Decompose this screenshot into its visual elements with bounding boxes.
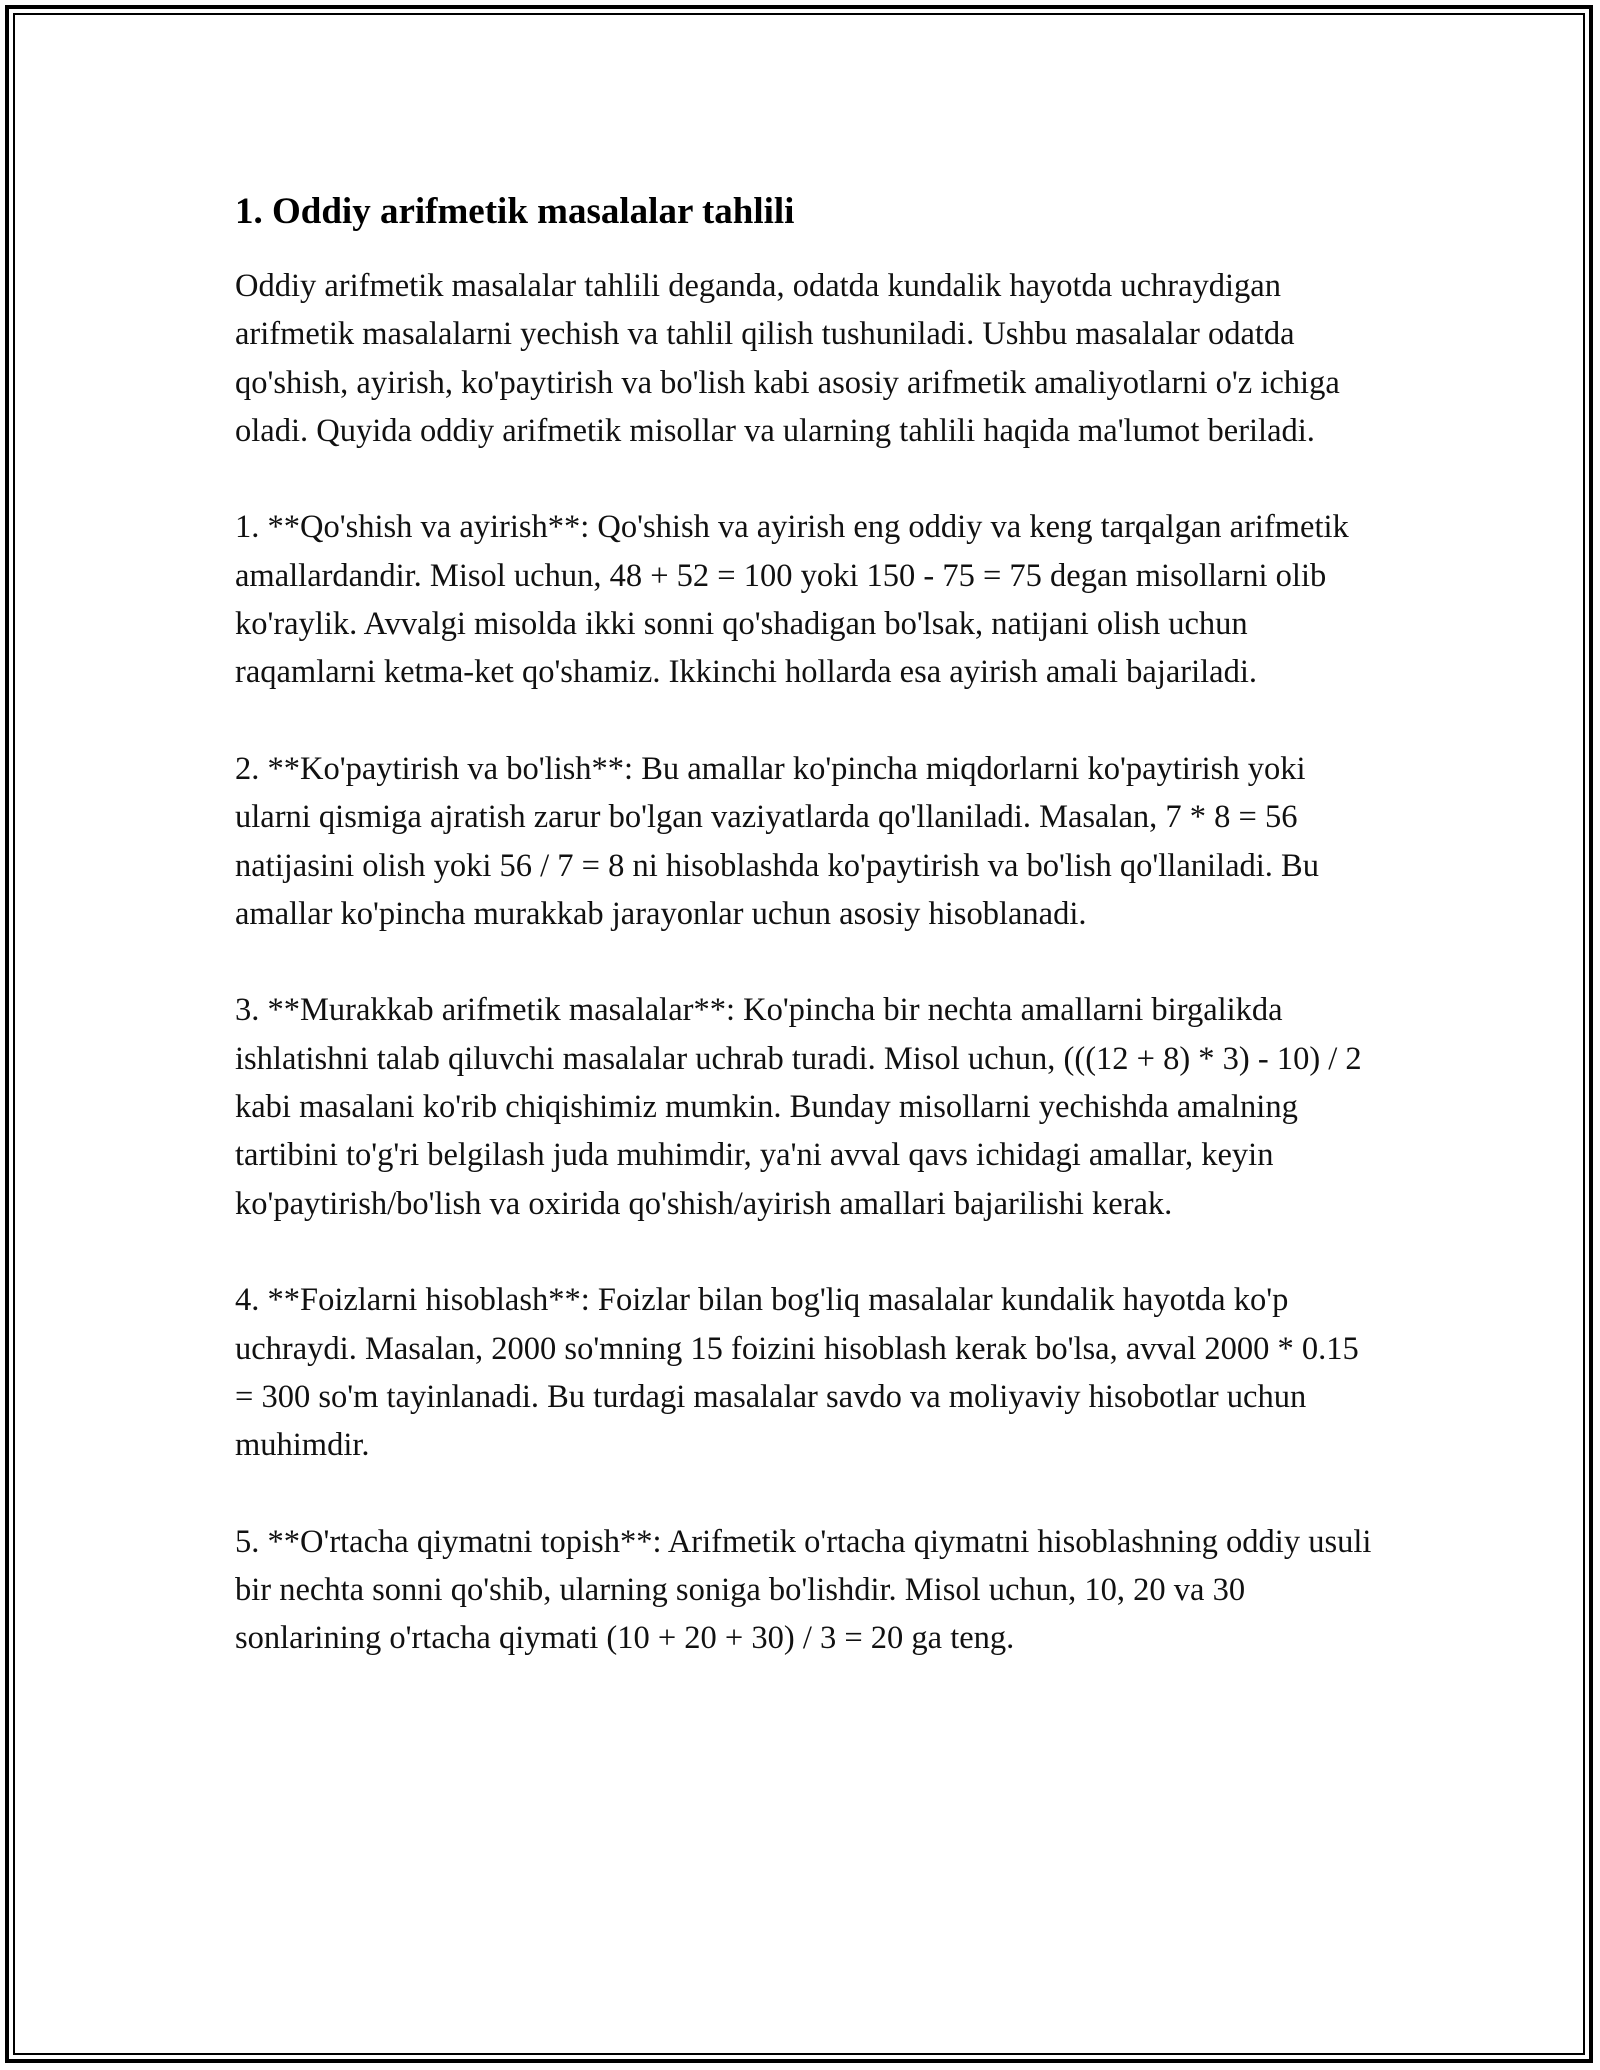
document-body [235, 188, 1375, 1663]
list-item-addition-subtraction: 1. **Qo'shish va ayirish**: Qo'shish va ayirish eng oddiy va keng tarqalgan arifmetik amallardandir. Misol uchun, 48 + 52 = 100 yoki 150 - 75 = 75 degan misollarni olib ko'raylik. Avvalgi misolda ikki sonni qo'shadigan bo'lsak, natijani olish uchun raqamlarni ketma-ket qo'shamiz. Ikkinchi hollarda esa ayirish amali bajariladi. [235, 509, 1349, 691]
list-item-average: 5. **O'rtacha qiymatni topish**: Arifmetik o'rtacha qiymatni hisoblashning oddiy usuli bir nechta sonni qo'shib, ularning soniga bo'lishdir. Misol uchun, 10, 20 va 30 sonlarining o'rtacha qiymati (10 + 20 + 30) / 3 = 20 ga teng. [235, 1523, 1372, 1657]
list-item-multiplication-division: 2. **Ko'paytirish va bo'lish**: Bu amallar ko'pincha miqdorlarni ko'paytirish yoki ularni qismiga ajratish zarur bo'lgan vaziyatlarda qo'llaniladi. Masalan, 7 * 8 = 56 natijasini olish yoki 56 / 7 = 8 ni hisoblashda ko'paytirish va bo'lish qo'llaniladi. Bu amallar ko'pincha murakkab jarayonlar uchun asosiy hisoblanadi. [235, 750, 1319, 932]
section-heading: 1. Oddiy arifmetik masalalar tahlili [235, 191, 795, 232]
list-item-percentages: 4. **Foizlarni hisoblash**: Foizlar bilan bog'liq masalalar kundalik hayotda ko'p uchraydi. Masalan, 2000 so'mning 15 foizini hisoblash kerak bo'lsa, avval 2000 * 0.15 = 300 so'm tayinlanadi. Bu turdagi masalalar savdo va moliyaviy hisobotlar uchun muhimdir. [235, 1282, 1359, 1464]
list-item-complex-problems: 3. **Murakkab arifmetik masalalar**: Ko'pincha bir nechta amallarni birgalikda ishlatishni talab qiluvchi masalalar uchrab turadi. Misol uchun, (((12 + 8) * 3) - 10) / 2 kabi masalani ko'rib chiqishimiz mumkin. Bunday misollarni yechishda amalning tartibini to'g'ri belgilash juda muhimdir, ya'ni avval qavs ichidagi amallar, keyin ko'paytirish/bo'lish va oxirida qo'shish/ayirish amallari bajarilishi kerak. [235, 992, 1362, 1222]
intro-paragraph: Oddiy arifmetik masalalar tahlili deganda, odatda kundalik hayotda uchraydigan arifmetik masalalarni yechish va tahlil qilish tushuniladi. Ushbu masalalar odatda qo'shish, ayirish, ko'paytirish va bo'lish kabi asosiy arifmetik amaliyotlarni o'z ichiga oladi. Quyida oddiy arifmetik misollar va ularning tahlili haqida ma'lumot beriladi. [235, 268, 1340, 449]
